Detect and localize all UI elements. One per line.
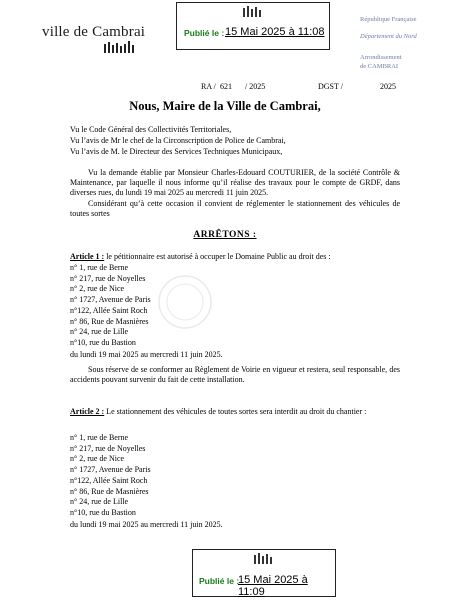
stamp-datetime: 15 Mai 2025 à 11:08 xyxy=(225,26,325,38)
page-title: Nous, Maire de la Ville de Cambrai, xyxy=(129,99,321,113)
article-2-address-list xyxy=(70,433,151,519)
list-item: n° 1727, Avenue de Paris xyxy=(70,465,151,475)
list-item: n° 217, rue de Noyelles xyxy=(70,273,146,283)
list-item: n° 86, Rue de Masnières xyxy=(70,316,149,326)
seal-watermark-icon xyxy=(150,272,220,332)
header-republique: République Française xyxy=(360,16,417,23)
ref-dept: DGST / xyxy=(318,82,343,91)
city-logo-emblem-icon xyxy=(102,41,142,53)
stamp-label: Publié le : xyxy=(199,576,240,586)
arretons-heading: ARRÊTONS : xyxy=(193,230,257,240)
vu-line-3: Vu l’avis de M. le Directeur des Services Techniques Municipaux, xyxy=(70,147,283,156)
stamp-logo-icon xyxy=(242,5,264,17)
article-1-label: Article 1 : xyxy=(70,252,105,261)
list-item: n° 1, rue de Berne xyxy=(70,433,129,442)
list-item: n° 1727, Avenue de Paris xyxy=(70,295,151,305)
article-1-address-list xyxy=(70,263,151,349)
article-1-heading xyxy=(70,252,400,262)
ref-ra-label: RA / xyxy=(201,82,216,91)
vu-line-2: Vu l’avis de Mr le chef de la Circonscription de Police de Cambrai, xyxy=(70,136,286,145)
header-cambrai: de CAMBRAI xyxy=(360,63,399,70)
article-1-text: le pétitionnaire est autorisé à occuper le Domaine Public au droit des : xyxy=(106,252,331,261)
list-item: n° 2, rue de Nice xyxy=(70,284,125,294)
article-2-text: Le stationnement des véhicules de toutes sortes sera interdit au droit du chantier : xyxy=(106,407,367,416)
intro-text-2: Considérant qu’à cette occasion il convient de réglementer le stationnement des véhicules de toutes sortes xyxy=(70,199,400,218)
publication-stamp-bottom xyxy=(192,549,336,597)
stamp-label: Publié le : xyxy=(184,28,225,38)
list-item: n° 217, rue de Noyelles xyxy=(70,443,146,453)
list-item: n° 1, rue de Berne xyxy=(70,263,129,272)
article-1-reserve-text: Sous réserve de se conformer au Règlement de Voirie en vigueur et restera, seul responsable, des accidents pouvant survenir du fait de cette installation. xyxy=(70,365,400,384)
stamp-datetime: 15 Mai 2025 à 11:09 xyxy=(238,574,308,598)
list-item: n° 2, rue de Nice xyxy=(70,454,125,464)
list-item: n° 24, rue de Lille xyxy=(70,327,129,337)
list-item: n°122, Allée Saint Roch xyxy=(70,305,148,315)
ref-ra-number: 621 xyxy=(220,82,232,91)
ref-ra-year: / 2025 xyxy=(245,82,266,91)
list-item: n° 86, Rue de Masnières xyxy=(70,486,149,496)
header-arrondissement: Arrondissement xyxy=(360,54,402,61)
article-1-dates: du lundi 19 mai 2025 au mercredi 11 juin 2025. xyxy=(70,350,223,359)
city-logo-text: ville de Cambrai xyxy=(42,24,146,40)
list-item: n°10, rue du Bastion xyxy=(70,337,136,347)
article-1-reserve xyxy=(70,365,400,385)
intro-paragraph-1 xyxy=(70,168,400,198)
intro-text-1: Vu la demande établie par Monsieur Charles-Edouard COUTURIER, de la société Contrôle & Maintenance, par laquelle il nous informe qu’il réalise des travaux pour le compte de GRDF, dans diverses rues, du lundi 19 mai 2025 au mercredi 11 juin 2025. xyxy=(70,168,400,197)
article-2-label: Article 2 : xyxy=(70,407,105,416)
stamp-logo-icon xyxy=(253,552,275,564)
list-item: n° 24, rue de Lille xyxy=(70,497,129,507)
list-item: n°10, rue du Bastion xyxy=(70,507,136,517)
intro-paragraph-2 xyxy=(70,199,400,219)
header-departement: Département du Nord xyxy=(360,33,417,40)
ref-dept-year: 2025 xyxy=(380,82,396,91)
publication-stamp-top xyxy=(176,2,330,50)
list-item: n°122, Allée Saint Roch xyxy=(70,475,148,485)
article-2-heading xyxy=(70,407,400,417)
vu-line-1: Vu le Code Général des Collectivités Territoriales, xyxy=(70,125,232,134)
article-2-dates: du lundi 19 mai 2025 au mercredi 11 juin 2025. xyxy=(70,520,223,529)
